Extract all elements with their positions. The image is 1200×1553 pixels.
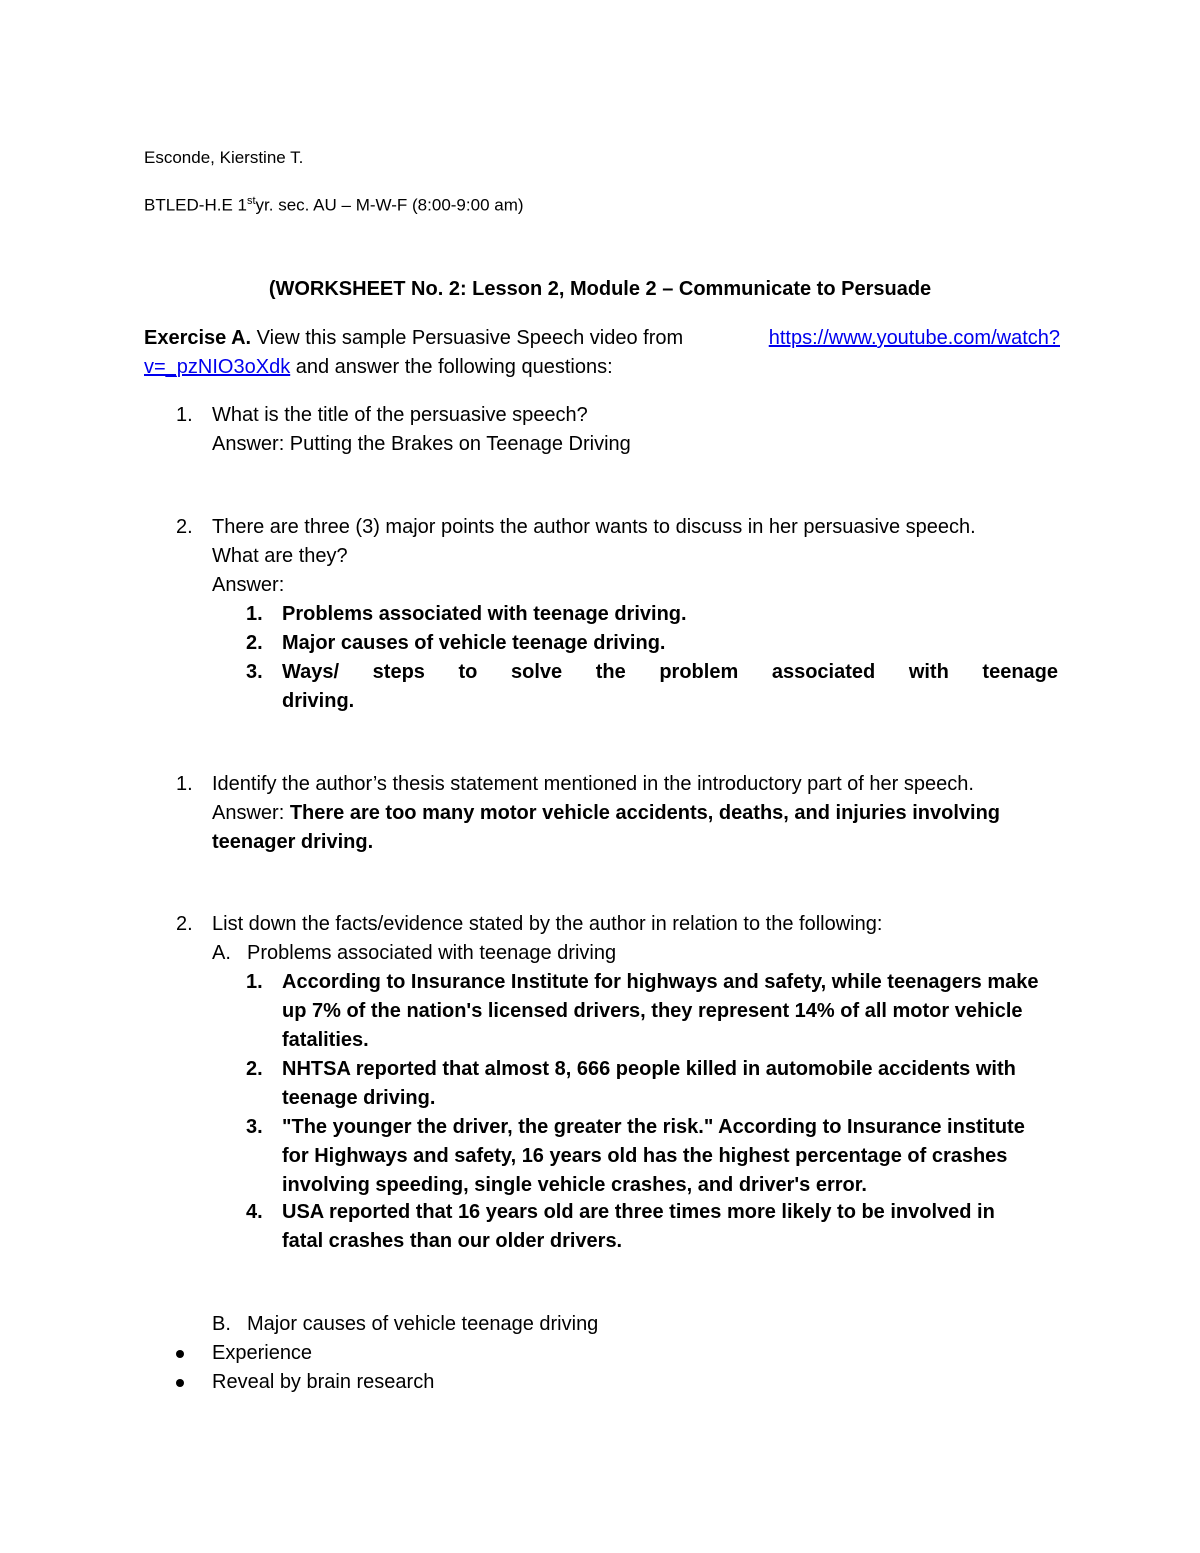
course-suffix: yr. sec. AU – M-W-F (8:00-9:00 am) — [255, 195, 524, 215]
justified-word: Ways/ — [282, 661, 340, 683]
question-3-text: Identify the author’s thesis statement mentioned in the introductory part of her speech. — [212, 773, 974, 795]
fact-4-number: 4. — [246, 1201, 263, 1223]
question-2-text-line1: There are three (3) major points the author wants to discuss in her persuasive speech. — [212, 516, 976, 538]
fact-3-line2: for Highways and safety, 16 years old has the highest percentage of crashes — [282, 1145, 1008, 1167]
question-2-answer-label: Answer: — [212, 574, 285, 596]
section-a-letter: A. — [212, 942, 231, 964]
thesis-statement-line2: teenager driving. — [212, 831, 374, 853]
major-point-1-number: 1. — [246, 603, 263, 625]
fact-1-line2: up 7% of the nation's licensed drivers, they represent 14% of all motor vehicle — [282, 1000, 1023, 1022]
exercise-label: Exercise A. — [144, 327, 252, 349]
fact-4-line2: fatal crashes than our older drivers. — [282, 1230, 623, 1252]
fact-2-line1: NHTSA reported that almost 8, 666 people killed in automobile accidents with — [282, 1058, 1016, 1080]
fact-3-number: 3. — [246, 1116, 263, 1138]
justified-word: teenage — [982, 661, 1058, 683]
section-a-title: Problems associated with teenage driving — [247, 942, 617, 964]
fact-1-line1: According to Insurance Institute for highways and safety, while teenagers make — [282, 971, 1039, 993]
question-3-number: 1. — [176, 773, 193, 795]
exercise-line-1 — [144, 324, 1060, 353]
question-2-text-line2: What are they? — [212, 545, 348, 567]
fact-3-line3: involving speeding, single vehicle crashes, and driver's error. — [282, 1174, 867, 1196]
course-prefix: BTLED-H.E 1 — [144, 195, 247, 215]
fact-1-number: 1. — [246, 971, 263, 993]
major-point-3-text-line1 — [282, 658, 1058, 687]
video-link-part1[interactable]: https://www.youtube.com/watch? — [768, 327, 1060, 349]
exercise-text-after: and answer the following questions: — [290, 356, 613, 378]
question-1-text: What is the title of the persuasive speech? — [212, 404, 588, 426]
question-2-number: 2. — [176, 516, 193, 538]
major-point-3-text-line2: driving. — [282, 690, 355, 712]
bullet-icon — [176, 1350, 184, 1358]
cause-item-1: Experience — [212, 1342, 313, 1364]
fact-3-line1: "The younger the driver, the greater the risk." According to Insurance institute — [282, 1116, 1025, 1138]
major-point-2-text: Major causes of vehicle teenage driving. — [282, 632, 666, 654]
section-b-title: Major causes of vehicle teenage driving — [247, 1313, 599, 1335]
major-point-3-number: 3. — [246, 661, 263, 683]
course-info — [144, 190, 524, 217]
question-4-text: List down the facts/evidence stated by the author in relation to the following: — [212, 913, 883, 935]
fact-4-line1: USA reported that 16 years old are three times more likely to be involved in — [282, 1201, 995, 1223]
student-name: Esconde, Kierstine T. — [144, 148, 304, 167]
thesis-statement-line1: There are too many motor vehicle accidents, deaths, and injuries involving — [289, 802, 1001, 824]
question-4-number: 2. — [176, 913, 193, 935]
video-link-part2[interactable]: v=_pzNIO3oXdk — [144, 356, 291, 378]
exercise-line-2 — [144, 353, 613, 382]
question-1-answer: Answer: Putting the Brakes on Teenage Driving — [212, 433, 631, 455]
course-superscript: st — [246, 195, 256, 207]
major-point-1-text: Problems associated with teenage driving. — [282, 603, 687, 625]
major-point-2-number: 2. — [246, 632, 263, 654]
fact-2-number: 2. — [246, 1058, 263, 1080]
question-3-answer-label: Answer: — [212, 802, 290, 824]
justified-word: problem — [659, 661, 739, 683]
question-3-answer-line1 — [212, 799, 1058, 828]
justified-word: to — [458, 661, 478, 683]
cause-item-2: Reveal by brain research — [212, 1371, 435, 1393]
justified-word: with — [908, 661, 949, 683]
bullet-icon — [176, 1379, 184, 1387]
justified-word: steps — [372, 661, 425, 683]
justified-word: the — [595, 661, 626, 683]
justified-word: solve — [510, 661, 563, 683]
fact-1-line3: fatalities. — [282, 1029, 369, 1051]
justified-word: associated — [771, 661, 876, 683]
worksheet-title: (WORKSHEET No. 2: Lesson 2, Module 2 – Communicate to Persuade — [268, 278, 932, 300]
section-b-letter: B. — [212, 1313, 231, 1335]
exercise-text-before: View this sample Persuasive Speech video from — [251, 327, 684, 349]
question-1-number: 1. — [176, 404, 193, 426]
fact-2-line2: teenage driving. — [282, 1087, 436, 1109]
